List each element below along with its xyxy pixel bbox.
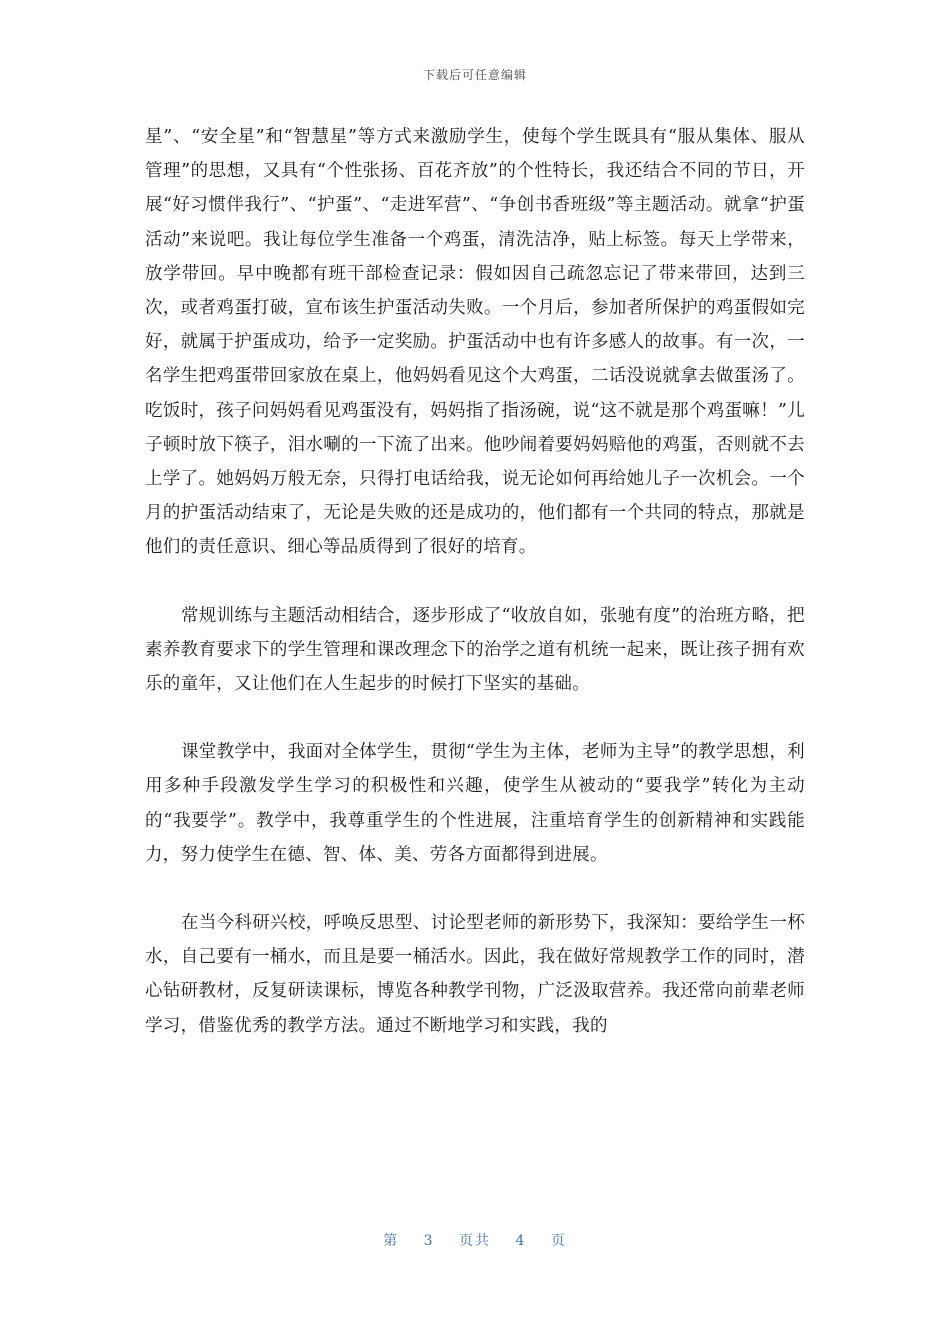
paragraph-spacer <box>145 701 805 735</box>
paragraph-1: 星”、“安全星”和“智慧星”等方式来激励学生，使每个学生既具有“服从集体、服从管理”的思想，又具有“个性张扬、百花齐放”的个性特长，我还结合不同的节日，开展“好习惯伴我行”、“护蛋”、“走进军营”、“争创书香班级”等主题活动。就拿“护蛋活动”来说吧。我让每位学生准备一个鸡蛋，清洗洁净，贴上标签。每天上学带来，放学带回。早中晚都有班干部检查记录：假如因自己疏忽忘记了带来带回，达到三次，或者鸡蛋打破，宣布该生护蛋活动失败。一个月后，参加者所保护的鸡蛋假如完好，就属于护蛋成功，给予一定奖励。护蛋活动中也有许多感人的故事。有一次，一名学生把鸡蛋带回家放在桌上，他妈妈看见这个大鸡蛋，二话没说就拿去做蛋汤了。吃饭时，孩子问妈妈看见鸡蛋没有，妈妈指了指汤碗，说“这不就是那个鸡蛋嘛！”儿子顿时放下筷子，泪水唰的一下流了出来。他吵闹着要妈妈赔他的鸡蛋，否则就不去上学了。她妈妈万般无奈，只得打电话给我，说无论如何再给她儿子一次机会。一个月的护蛋活动结束了，无论是失败的还是成功的，他们都有一个共同的特点，那就是他们的责任意识、细心等品质得到了很好的培育。 <box>145 127 805 558</box>
paragraph-3: 课堂教学中，我面对全体学生，贯彻“学生为主体，老师为主导”的教学思想，利用多种手段激发学生学习的积极性和兴趣，使学生从被动的“要我学”转化为主动的“我要学”。教学中，我尊重学生的个性进展，注重培育学生的创新精神和实践能力，努力使学生在德、智、体、美、劳各方面都得到进展。 <box>145 742 805 865</box>
footer-suffix: 页 <box>550 1233 567 1249</box>
paragraph-spacer <box>145 872 805 906</box>
current-page-number: 3 <box>423 1233 435 1249</box>
paragraph-2: 常规训练与主题活动相结合，逐步形成了“收放自如，张驰有度”的治班方略，把素养教育要求下的学生管理和课改理念下的治学之道有机统一起来，既让孩子拥有欢乐的童年，又让他们在人生起步的时候打下坚实的基础。 <box>145 605 805 695</box>
paragraph-spacer <box>145 565 805 599</box>
document-body <box>145 120 805 1043</box>
footer-prefix: 第 <box>383 1233 400 1249</box>
footer-middle: 页共 <box>459 1233 491 1249</box>
page-footer <box>0 1230 950 1250</box>
paragraph-4: 在当今科研兴校，呼唤反思型、讨论型老师的新形势下，我深知：要给学生一杯水，自己要有一桶水，而且是要一桶活水。因此，我在做好常规教学工作的同时，潜心钻研教材，反复研读课标，博览各种教学刊物，广泛汲取营养。我还常向前辈老师学习，借鉴优秀的教学方法。通过不断地学习和实践，我的 <box>145 913 805 1036</box>
total-page-number: 4 <box>515 1233 527 1249</box>
page-header: 下载后可任意编辑 <box>422 68 527 82</box>
